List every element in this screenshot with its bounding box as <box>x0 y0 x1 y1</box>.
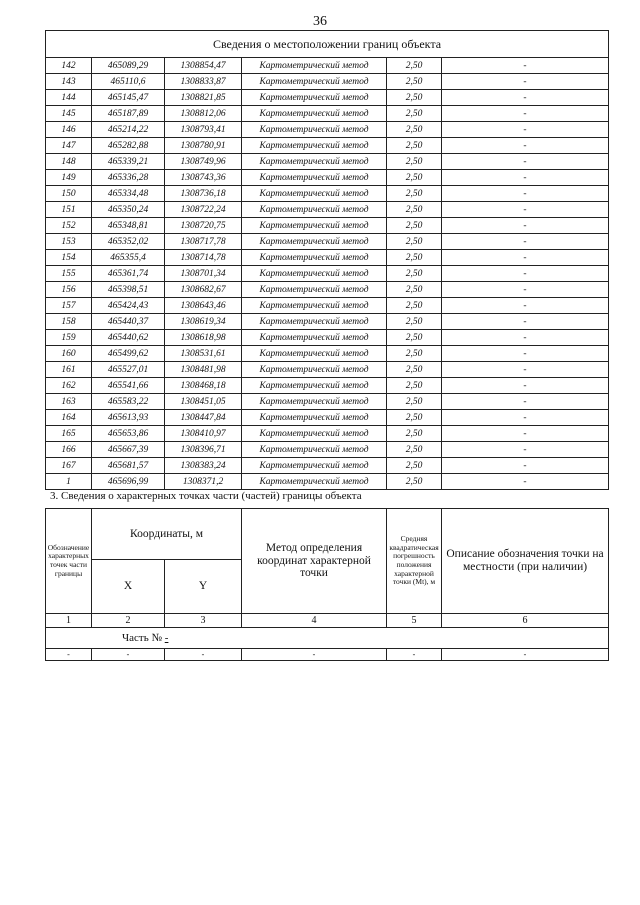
description-cell: - <box>442 250 609 266</box>
description-cell: - <box>442 474 609 490</box>
method-cell: Картометрический метод <box>242 426 387 442</box>
accuracy-cell: 2,50 <box>387 346 442 362</box>
y-coordinate-cell: 1308743,36 <box>165 170 242 186</box>
x-coordinate-cell: 465541,66 <box>92 378 165 394</box>
empty-cell: - <box>442 649 609 661</box>
column-number: 3 <box>165 614 242 628</box>
point-number-cell: 162 <box>46 378 92 394</box>
point-number-cell: 164 <box>46 410 92 426</box>
column-number: 5 <box>387 614 442 628</box>
x-coordinate-cell: 465282,88 <box>92 138 165 154</box>
method-cell: Картометрический метод <box>242 474 387 490</box>
y-coordinate-cell: 1308618,98 <box>165 330 242 346</box>
point-number-cell: 156 <box>46 282 92 298</box>
method-cell: Картометрический метод <box>242 458 387 474</box>
table-row <box>46 474 609 490</box>
x-coordinate-cell: 465355,4 <box>92 250 165 266</box>
x-coordinate-cell: 465348,81 <box>92 218 165 234</box>
description-cell: - <box>442 410 609 426</box>
table-row <box>46 90 609 106</box>
point-number-cell: 158 <box>46 314 92 330</box>
header-description: Описание обозначения точки на местности (при наличии) <box>442 509 609 614</box>
method-cell: Картометрический метод <box>242 410 387 426</box>
method-cell: Картометрический метод <box>242 282 387 298</box>
y-coordinate-cell: 1308682,67 <box>165 282 242 298</box>
description-cell: - <box>442 362 609 378</box>
x-coordinate-cell: 465110,6 <box>92 74 165 90</box>
accuracy-cell: 2,50 <box>387 138 442 154</box>
y-coordinate-cell: 1308383,24 <box>165 458 242 474</box>
empty-cell: - <box>46 649 92 661</box>
point-number-cell: 163 <box>46 394 92 410</box>
accuracy-cell: 2,50 <box>387 474 442 490</box>
table-row <box>46 58 609 74</box>
point-number-cell: 152 <box>46 218 92 234</box>
accuracy-cell: 2,50 <box>387 234 442 250</box>
method-cell: Картометрический метод <box>242 202 387 218</box>
description-cell: - <box>442 138 609 154</box>
y-coordinate-cell: 1308722,24 <box>165 202 242 218</box>
description-cell: - <box>442 346 609 362</box>
description-cell: - <box>442 282 609 298</box>
x-coordinate-cell: 465089,29 <box>92 58 165 74</box>
empty-cell: - <box>92 649 165 661</box>
column-number: 2 <box>92 614 165 628</box>
part-row <box>46 628 609 649</box>
description-cell: - <box>442 122 609 138</box>
method-cell: Картометрический метод <box>242 314 387 330</box>
method-cell: Картометрический метод <box>242 122 387 138</box>
empty-cell: - <box>165 649 242 661</box>
table-row <box>46 458 609 474</box>
accuracy-cell: 2,50 <box>387 170 442 186</box>
x-coordinate-cell: 465440,62 <box>92 330 165 346</box>
x-coordinate-cell: 465499,62 <box>92 346 165 362</box>
accuracy-cell: 2,50 <box>387 410 442 426</box>
method-cell: Картометрический метод <box>242 330 387 346</box>
description-cell: - <box>442 186 609 202</box>
point-number-cell: 166 <box>46 442 92 458</box>
table-row <box>46 138 609 154</box>
point-number-cell: 1 <box>46 474 92 490</box>
point-number-cell: 149 <box>46 170 92 186</box>
x-coordinate-cell: 465613,93 <box>92 410 165 426</box>
accuracy-cell: 2,50 <box>387 442 442 458</box>
description-cell: - <box>442 330 609 346</box>
table-row <box>46 170 609 186</box>
description-cell: - <box>442 298 609 314</box>
point-number-cell: 157 <box>46 298 92 314</box>
x-coordinate-cell: 465361,74 <box>92 266 165 282</box>
accuracy-cell: 2,50 <box>387 330 442 346</box>
table-row <box>46 282 609 298</box>
y-coordinate-cell: 1308447,84 <box>165 410 242 426</box>
description-cell: - <box>442 106 609 122</box>
accuracy-cell: 2,50 <box>387 154 442 170</box>
table-row <box>46 362 609 378</box>
column-number: 1 <box>46 614 92 628</box>
point-number-cell: 159 <box>46 330 92 346</box>
y-coordinate-cell: 1308451,05 <box>165 394 242 410</box>
y-coordinate-cell: 1308371,2 <box>165 474 242 490</box>
y-coordinate-cell: 1308468,18 <box>165 378 242 394</box>
accuracy-cell: 2,50 <box>387 90 442 106</box>
x-coordinate-cell: 465583,22 <box>92 394 165 410</box>
x-coordinate-cell: 465187,89 <box>92 106 165 122</box>
accuracy-cell: 2,50 <box>387 426 442 442</box>
description-cell: - <box>442 458 609 474</box>
table-row <box>46 74 609 90</box>
description-cell: - <box>442 426 609 442</box>
point-number-cell: 160 <box>46 346 92 362</box>
method-cell: Картометрический метод <box>242 170 387 186</box>
accuracy-cell: 2,50 <box>387 74 442 90</box>
method-cell: Картометрический метод <box>242 442 387 458</box>
header-method: Метод определения координат характерной точки <box>242 509 387 614</box>
column-number: 4 <box>242 614 387 628</box>
y-coordinate-cell: 1308821,85 <box>165 90 242 106</box>
point-number-cell: 144 <box>46 90 92 106</box>
table-row <box>46 426 609 442</box>
y-coordinate-cell: 1308812,06 <box>165 106 242 122</box>
y-coordinate-cell: 1308720,75 <box>165 218 242 234</box>
method-cell: Картометрический метод <box>242 378 387 394</box>
accuracy-cell: 2,50 <box>387 106 442 122</box>
table-row <box>46 266 609 282</box>
x-coordinate-cell: 465350,24 <box>92 202 165 218</box>
table-row <box>46 122 609 138</box>
point-number-cell: 153 <box>46 234 92 250</box>
description-cell: - <box>442 234 609 250</box>
part-points-table <box>45 508 609 661</box>
point-number-cell: 147 <box>46 138 92 154</box>
table-row <box>46 234 609 250</box>
method-cell: Картометрический метод <box>242 138 387 154</box>
description-cell: - <box>442 442 609 458</box>
accuracy-cell: 2,50 <box>387 202 442 218</box>
x-coordinate-cell: 465145,47 <box>92 90 165 106</box>
point-number-cell: 142 <box>46 58 92 74</box>
table-row <box>46 394 609 410</box>
point-number-cell: 146 <box>46 122 92 138</box>
description-cell: - <box>442 394 609 410</box>
accuracy-cell: 2,50 <box>387 218 442 234</box>
column-number: 6 <box>442 614 609 628</box>
y-coordinate-cell: 1308714,78 <box>165 250 242 266</box>
part-label: Часть № <box>122 631 162 644</box>
x-coordinate-cell: 465352,02 <box>92 234 165 250</box>
x-coordinate-cell: 465527,01 <box>92 362 165 378</box>
table-row <box>46 218 609 234</box>
accuracy-cell: 2,50 <box>387 58 442 74</box>
description-cell: - <box>442 90 609 106</box>
header-accuracy: Средняя квадратическая погрешность положения характерной точки (Mt), м <box>387 509 442 614</box>
y-coordinate-cell: 1308749,96 <box>165 154 242 170</box>
description-cell: - <box>442 314 609 330</box>
description-cell: - <box>442 170 609 186</box>
section-3-caption: 3. Сведения о характерных точках части (частей) границы объекта <box>50 490 362 502</box>
method-cell: Картометрический метод <box>242 186 387 202</box>
point-number-cell: 155 <box>46 266 92 282</box>
accuracy-cell: 2,50 <box>387 186 442 202</box>
table-title: Сведения о местоположении границ объекта <box>46 31 609 58</box>
y-coordinate-cell: 1308619,34 <box>165 314 242 330</box>
empty-cell: - <box>387 649 442 661</box>
y-coordinate-cell: 1308854,47 <box>165 58 242 74</box>
x-coordinate-cell: 465667,39 <box>92 442 165 458</box>
point-number-cell: 143 <box>46 74 92 90</box>
description-cell: - <box>442 218 609 234</box>
x-coordinate-cell: 465339,21 <box>92 154 165 170</box>
table-row <box>46 298 609 314</box>
y-coordinate-cell: 1308410,97 <box>165 426 242 442</box>
method-cell: Картометрический метод <box>242 362 387 378</box>
y-coordinate-cell: 1308833,87 <box>165 74 242 90</box>
y-coordinate-cell: 1308736,18 <box>165 186 242 202</box>
accuracy-cell: 2,50 <box>387 266 442 282</box>
point-number-cell: 145 <box>46 106 92 122</box>
x-coordinate-cell: 465681,57 <box>92 458 165 474</box>
header-coordinates: Координаты, м <box>92 509 242 560</box>
header-x: X <box>92 560 165 614</box>
x-coordinate-cell: 465653,86 <box>92 426 165 442</box>
y-coordinate-cell: 1308643,46 <box>165 298 242 314</box>
method-cell: Картометрический метод <box>242 58 387 74</box>
y-coordinate-cell: 1308701,34 <box>165 266 242 282</box>
method-cell: Картометрический метод <box>242 234 387 250</box>
accuracy-cell: 2,50 <box>387 122 442 138</box>
y-coordinate-cell: 1308481,98 <box>165 362 242 378</box>
method-cell: Картометрический метод <box>242 154 387 170</box>
method-cell: Картометрический метод <box>242 218 387 234</box>
method-cell: Картометрический метод <box>242 106 387 122</box>
accuracy-cell: 2,50 <box>387 362 442 378</box>
method-cell: Картометрический метод <box>242 266 387 282</box>
method-cell: Картометрический метод <box>242 250 387 266</box>
y-coordinate-cell: 1308396,71 <box>165 442 242 458</box>
y-coordinate-cell: 1308531,61 <box>165 346 242 362</box>
x-coordinate-cell: 465398,51 <box>92 282 165 298</box>
y-coordinate-cell: 1308780,91 <box>165 138 242 154</box>
method-cell: Картометрический метод <box>242 346 387 362</box>
description-cell: - <box>442 154 609 170</box>
x-coordinate-cell: 465336,28 <box>92 170 165 186</box>
description-cell: - <box>442 266 609 282</box>
table-row <box>46 378 609 394</box>
table-row <box>46 186 609 202</box>
table-row <box>46 106 609 122</box>
accuracy-cell: 2,50 <box>387 250 442 266</box>
empty-cell: - <box>242 649 387 661</box>
point-number-cell: 154 <box>46 250 92 266</box>
method-cell: Картометрический метод <box>242 298 387 314</box>
point-number-cell: 148 <box>46 154 92 170</box>
table-row <box>46 346 609 362</box>
page-number: 36 <box>313 14 327 29</box>
description-cell: - <box>442 202 609 218</box>
point-number-cell: 165 <box>46 426 92 442</box>
accuracy-cell: 2,50 <box>387 314 442 330</box>
x-coordinate-cell: 465440,37 <box>92 314 165 330</box>
x-coordinate-cell: 465424,43 <box>92 298 165 314</box>
point-number-cell: 161 <box>46 362 92 378</box>
accuracy-cell: 2,50 <box>387 282 442 298</box>
part-number: - <box>164 631 169 644</box>
table-row <box>46 202 609 218</box>
table-row <box>46 442 609 458</box>
accuracy-cell: 2,50 <box>387 394 442 410</box>
method-cell: Картометрический метод <box>242 74 387 90</box>
x-coordinate-cell: 465696,99 <box>92 474 165 490</box>
point-number-cell: 167 <box>46 458 92 474</box>
y-coordinate-cell: 1308793,41 <box>165 122 242 138</box>
boundary-points-table <box>45 30 609 490</box>
x-coordinate-cell: 465334,48 <box>92 186 165 202</box>
header-point-label: Обозначение характерных точек части границы <box>46 509 92 614</box>
description-cell: - <box>442 74 609 90</box>
point-number-cell: 151 <box>46 202 92 218</box>
accuracy-cell: 2,50 <box>387 298 442 314</box>
table-row <box>46 314 609 330</box>
method-cell: Картометрический метод <box>242 90 387 106</box>
description-cell: - <box>442 378 609 394</box>
y-coordinate-cell: 1308717,78 <box>165 234 242 250</box>
header-y: Y <box>165 560 242 614</box>
method-cell: Картометрический метод <box>242 394 387 410</box>
point-number-cell: 150 <box>46 186 92 202</box>
table-row <box>46 250 609 266</box>
description-cell: - <box>442 58 609 74</box>
x-coordinate-cell: 465214,22 <box>92 122 165 138</box>
table-row <box>46 410 609 426</box>
accuracy-cell: 2,50 <box>387 378 442 394</box>
table-row <box>46 330 609 346</box>
accuracy-cell: 2,50 <box>387 458 442 474</box>
table-row <box>46 154 609 170</box>
